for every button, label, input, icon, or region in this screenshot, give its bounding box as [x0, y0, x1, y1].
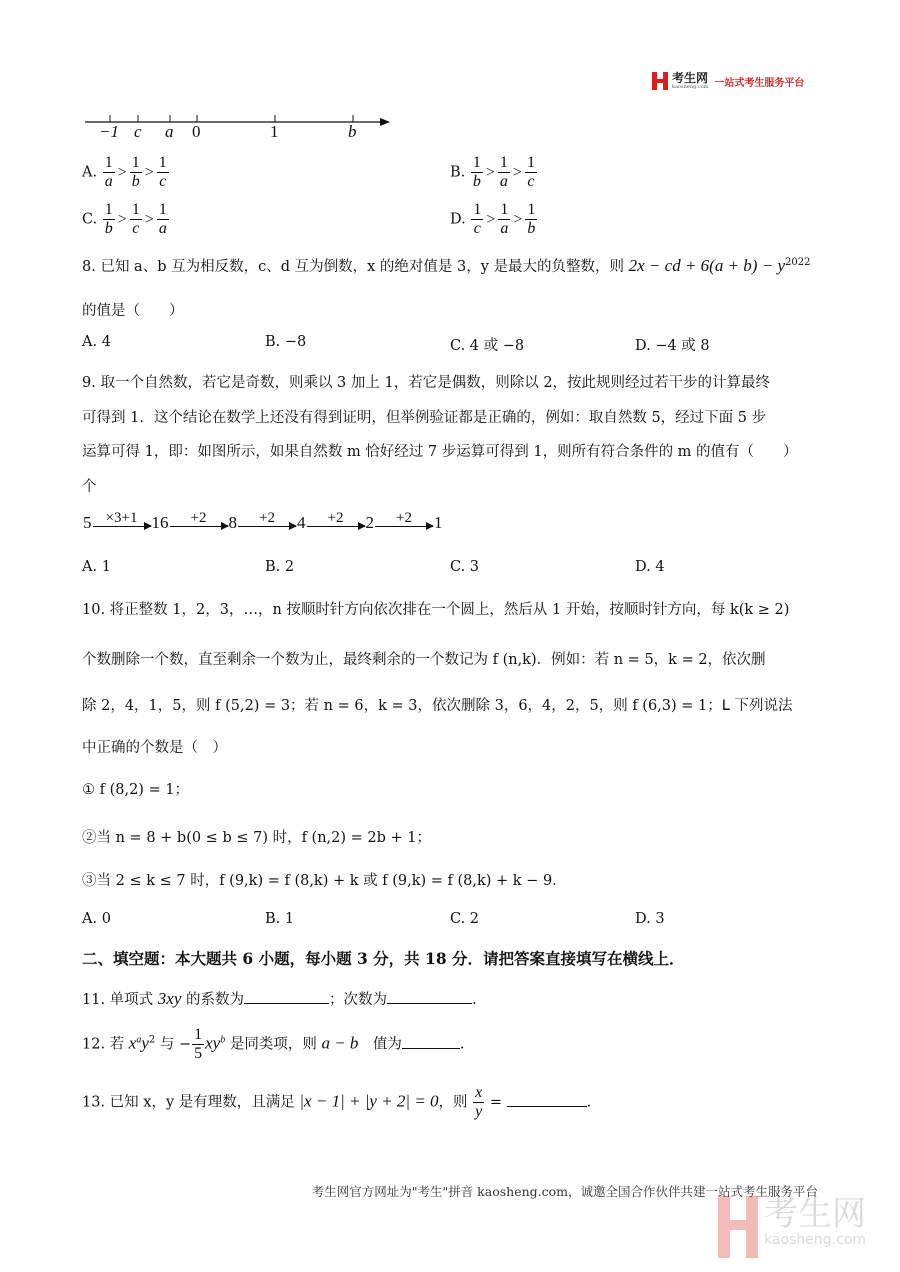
- numerator: 1: [131, 154, 140, 171]
- numerator: 1: [500, 201, 509, 218]
- q11-text: ；次数为: [328, 992, 387, 1008]
- denominator: y: [475, 1103, 483, 1120]
- watermark-domain: kaosheng.com: [764, 1232, 866, 1248]
- section-heading: 二、填空题：本大题共 6 小题，每小题 3 分，共 18 分．请把答案直接填写在横线上．: [82, 949, 685, 968]
- q11-answer-blank-2[interactable]: [387, 989, 472, 1004]
- q12-text: 与 −: [155, 1036, 192, 1053]
- q12-exponent: 2: [148, 1034, 156, 1046]
- denominator: b: [472, 173, 481, 190]
- q12-term: xy: [205, 1033, 221, 1053]
- q11-monomial: 3xy: [157, 989, 182, 1008]
- option-label: D.: [450, 211, 466, 228]
- q11-text: 的系数为: [181, 992, 244, 1008]
- numerator: 1: [158, 201, 167, 218]
- q8-stem: [82, 255, 810, 276]
- q9-line: 可得到 1．这个结论在数学上还没有得到证明，但举例验证都是正确的，例如：取自然数 5，经过下面 5 步: [82, 410, 767, 426]
- q13-answer-blank[interactable]: [507, 1092, 587, 1107]
- numerator: 1: [499, 154, 508, 171]
- q12-text: .: [459, 1036, 465, 1053]
- q12-term: x: [128, 1033, 137, 1053]
- q9-line: 9. 取一个自然数，若它是奇数，则乘以 3 加上 1，若它是偶数，则除以 2，按此规则经过若干步的计算最终: [82, 375, 771, 391]
- denominator: b: [527, 220, 536, 237]
- gt: >: [144, 163, 154, 181]
- watermark-logo: [718, 1196, 866, 1258]
- numerator: 1: [526, 154, 535, 171]
- denominator: c: [527, 173, 535, 190]
- q12-answer-blank[interactable]: [402, 1034, 460, 1049]
- q12-text: 值为: [358, 1036, 402, 1053]
- q12-exponent: b: [220, 1034, 226, 1046]
- q9-option-b[interactable]: B. 2: [265, 559, 295, 575]
- flow-arrow: [170, 510, 228, 533]
- numerator: 1: [104, 154, 113, 171]
- q9-flow-diagram: [83, 510, 443, 533]
- number-line-label: 0: [192, 122, 201, 141]
- q7-option-a[interactable]: [82, 154, 170, 191]
- kaosheng-logo: [652, 72, 804, 90]
- q10-option-a[interactable]: A. 0: [82, 911, 111, 927]
- q7-option-b[interactable]: [450, 154, 538, 191]
- q8-option-c[interactable]: C. 4 或 −8: [450, 338, 525, 354]
- q8-expression: 2x − cd + 6(a + b) − y: [628, 256, 785, 275]
- number-line-label: b: [348, 122, 357, 141]
- number-line-label: −1: [99, 122, 119, 141]
- flow-op: +2: [259, 510, 275, 526]
- q9-option-d[interactable]: D. 4: [635, 559, 665, 575]
- numerator: 1: [472, 154, 481, 171]
- q10-option-b[interactable]: B. 1: [265, 911, 295, 927]
- flow-arrow: [375, 510, 433, 533]
- denominator: a: [104, 173, 113, 190]
- q7-option-c[interactable]: [82, 201, 170, 238]
- denominator: c: [473, 220, 481, 237]
- q11: [82, 988, 477, 1009]
- q10-option-d[interactable]: D. 3: [635, 911, 665, 927]
- denominator: a: [500, 220, 509, 237]
- q10-statement-1: ① f (8,2) = 1；: [82, 782, 190, 798]
- logo-slogan: 一站式考生服务平台: [714, 77, 805, 89]
- denominator: a: [499, 173, 508, 190]
- denominator: b: [131, 173, 140, 190]
- q9-line: 运算可得 1，即：如图所示，如果自然数 m 恰好经过 7 步运算可得到 1，则所有符合条件的 m 的值有（ ）: [82, 444, 798, 460]
- number-line-label: c: [134, 122, 142, 141]
- q9-option-c[interactable]: C. 3: [450, 559, 480, 575]
- q12-term: y: [141, 1033, 149, 1053]
- gt: >: [485, 163, 495, 181]
- option-label: A.: [82, 164, 98, 181]
- gt: >: [117, 163, 127, 181]
- q10-line: 10. 将正整数 1，2，3，…，n 按顺时针方向依次排在一个圆上，然后从 1 开始，按顺时针方向，每 k(k ≥ 2): [82, 602, 790, 618]
- q10-statement-2: ②当 n = 8 + b(0 ≤ b ≤ 7) 时，f (n,2) = 2b + 1；: [82, 830, 432, 846]
- q10-line: 个数删除一个数，直至剩余一个数为止，最终剩余的一个数记为 f (n,k)．例如：若 n = 5，k = 2，依次删: [82, 652, 766, 668]
- flow-op: +2: [327, 510, 344, 526]
- flow-arrow: [93, 510, 151, 533]
- q8-exponent: 2022: [785, 257, 811, 269]
- q8-stem-line2: 的值是（ ）: [82, 303, 184, 319]
- numerator: 1: [158, 154, 167, 171]
- flow-number: 5: [83, 513, 92, 532]
- numerator: x: [475, 1084, 483, 1101]
- q10-line: 中正确的个数是（ ）: [82, 740, 227, 756]
- q13-text: =: [485, 1094, 507, 1111]
- q8-option-b[interactable]: B. −8: [265, 334, 307, 350]
- q10-option-c[interactable]: C. 2: [450, 911, 480, 927]
- footer-note: 考生网官方网址为"考生"拼音 kaosheng.com，诚邀全国合作伙伴共建一站式考生服务平台: [311, 1184, 818, 1199]
- q7-option-d[interactable]: [450, 201, 538, 238]
- numerator: 1: [104, 201, 113, 218]
- q12-expression: a − b: [321, 1033, 359, 1053]
- flow-number: 4: [297, 513, 306, 532]
- q8-option-d[interactable]: D. −4 或 8: [635, 338, 710, 354]
- flow-arrow: [238, 510, 296, 533]
- flow-arrow: [307, 510, 365, 533]
- watermark-mark-icon: [718, 1196, 758, 1258]
- flow-number: 2: [365, 513, 374, 532]
- flow-number: 1: [434, 513, 443, 532]
- gt: >: [117, 210, 127, 228]
- gt: >: [144, 210, 154, 228]
- q12-exponent: a: [136, 1034, 142, 1046]
- gt: >: [513, 210, 523, 228]
- q11-text: .: [471, 992, 477, 1008]
- q13-text: 13. 已知 x，y 是有理数，且满足: [82, 1094, 300, 1111]
- flow-op: +2: [396, 510, 412, 526]
- q12: [82, 1026, 465, 1063]
- numerator: 1: [473, 201, 482, 218]
- q12-text: 12. 若: [82, 1036, 129, 1053]
- q13: [82, 1084, 591, 1121]
- watermark-name: 考生网: [764, 1194, 866, 1234]
- flow-op: +2: [190, 510, 207, 526]
- flow-op: ×3+1: [105, 510, 138, 526]
- denominator: b: [104, 220, 113, 237]
- q11-text: 11. 单项式: [82, 992, 158, 1008]
- logo-name: 考生网: [672, 71, 709, 85]
- q13-text: ，则: [438, 1094, 473, 1111]
- q13-text: .: [586, 1094, 592, 1111]
- q10-line: 除 2，4，1，5，则 f (5,2) = 3；若 n = 6，k = 3，依次删除 3，6，4，2，5，则 f (6,3) = 1；ᒪ 下列说法: [82, 698, 793, 714]
- q8-text: 8. 已知 a、b 互为相反数，c、d 互为倒数，x 的绝对值是 3，y 是最大的负整数，则: [82, 259, 629, 275]
- q9-option-a[interactable]: A. 1: [82, 559, 111, 575]
- number-line-label: 1: [270, 122, 279, 141]
- logo-mark-icon: [652, 72, 668, 90]
- option-label: B.: [450, 164, 466, 181]
- numerator: 1: [194, 1026, 203, 1043]
- option-label: C.: [82, 211, 98, 228]
- denominator: 5: [194, 1045, 203, 1062]
- flow-number: 8: [228, 513, 237, 532]
- q8-option-a[interactable]: A. 4: [82, 334, 111, 350]
- q9-line: 个: [82, 479, 97, 495]
- numerator: 1: [131, 201, 140, 218]
- q11-answer-blank-1[interactable]: [244, 989, 329, 1004]
- number-line-label: a: [165, 122, 174, 141]
- flow-number: 16: [151, 513, 169, 532]
- denominator: a: [158, 220, 167, 237]
- logo-domain: kaosheng.com: [672, 84, 709, 90]
- denominator: c: [132, 220, 140, 237]
- q10-statement-3: ③当 2 ≤ k ≤ 7 时，f (9,k) = f (8,k) + k 或 f (9,k) = f (8,k) + k − 9．: [82, 873, 567, 889]
- gt: >: [486, 210, 496, 228]
- numerator: 1: [527, 201, 536, 218]
- denominator: c: [159, 173, 167, 190]
- q12-text: 是同类项，则: [225, 1036, 322, 1053]
- q13-equation: |x − 1| + |y + 2| = 0: [299, 1091, 439, 1111]
- gt: >: [512, 163, 522, 181]
